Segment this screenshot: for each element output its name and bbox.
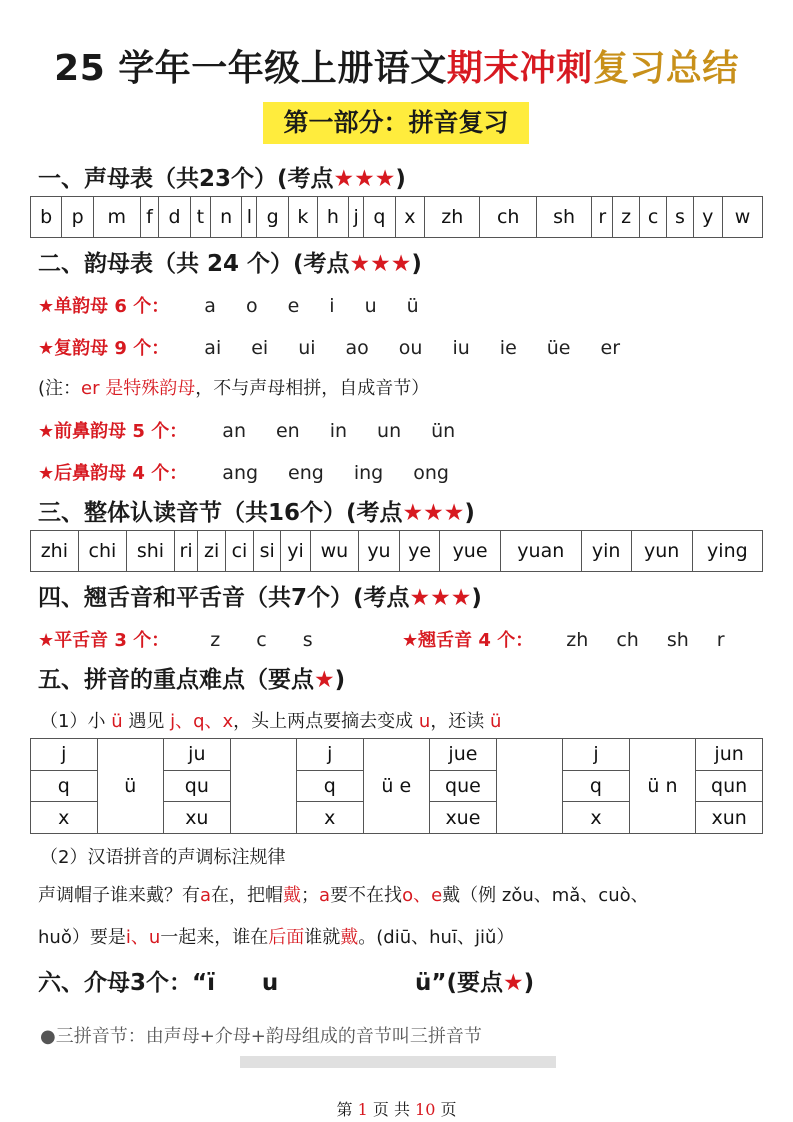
retroflex-value: ch — [616, 629, 639, 651]
u-table-result: qun — [696, 770, 763, 802]
initial-cell: m — [93, 197, 140, 238]
syllables-table — [30, 530, 763, 572]
u-table-result: ju — [164, 739, 231, 771]
initial-cell: x — [395, 197, 424, 238]
syllable-cell: ri — [174, 531, 198, 572]
cut-off-line: ●三拼音节：由声母+介母+韵母组成的音节叫三拼音节 — [40, 1026, 482, 1047]
flat-tongue-value: c — [256, 629, 267, 651]
section4-heading — [38, 579, 482, 612]
title-gold: 复习总结 — [592, 48, 739, 89]
tone1-e: 戴（例 zǒu、mǎ、cuò、 — [442, 885, 649, 906]
title-red: 期末冲刺 — [446, 48, 593, 89]
footer-b: 页 共 — [372, 1100, 410, 1119]
rule1-u2: u — [418, 711, 431, 732]
section4-close: ) — [471, 585, 482, 611]
initial-cell: c — [639, 197, 667, 238]
initials-row — [31, 197, 763, 238]
single-finals-label: ★单韵母 6 个： — [38, 296, 170, 317]
flat-tongue-value: z — [210, 629, 221, 651]
retroflex-value: sh — [666, 629, 689, 651]
retroflex-values — [538, 629, 724, 651]
initial-cell: l — [242, 197, 257, 238]
tone2-r3: 戴 — [340, 927, 359, 948]
single-final-value: u — [364, 295, 377, 317]
u-table-initial: j — [31, 739, 98, 771]
rule1-u1: ü — [111, 711, 123, 732]
section2-heading-text: 二、韵母表（共 24 个）(考点 — [38, 251, 350, 277]
syllable-cell: ci — [225, 531, 253, 572]
section4-stars: ★★★ — [409, 585, 472, 611]
section2-close: ) — [411, 251, 422, 277]
back-nasal-values — [192, 462, 449, 484]
syllable-cell: yue — [440, 531, 501, 572]
initial-cell: s — [667, 197, 693, 238]
initial-cell: r — [592, 197, 613, 238]
initial-cell: h — [317, 197, 348, 238]
section5-close: ) — [334, 667, 346, 693]
compound-finals-label: ★复韵母 9 个： — [38, 338, 170, 359]
syllable-cell: yin — [581, 531, 631, 572]
back-nasal-value: ong — [413, 462, 449, 484]
compound-final-value: iu — [452, 337, 470, 359]
single-final-value: ü — [406, 295, 419, 317]
single-finals-values — [174, 295, 418, 317]
compound-final-value: üe — [546, 337, 571, 359]
initial-cell: f — [140, 197, 159, 238]
front-nasal-values — [192, 420, 455, 442]
initial-cell: n — [211, 197, 242, 238]
initial-cell: j — [349, 197, 364, 238]
tone1-b: 在，把帽 — [211, 885, 284, 906]
u-table-result: jun — [696, 739, 763, 771]
compound-finals-values — [174, 337, 620, 359]
u-table-initial: q — [31, 770, 98, 802]
section3-close: ) — [464, 500, 475, 526]
footer-c: 页 — [440, 1100, 457, 1119]
syllable-cell: wu — [310, 531, 358, 572]
section6-heading-text: 六、介母3个：“ï — [38, 970, 216, 996]
u-table-initial: x — [563, 802, 630, 834]
back-nasal-row — [38, 459, 449, 485]
tone2-r1: i、u — [125, 927, 161, 948]
compound-final-value: ai — [204, 337, 222, 359]
footer-page-number: 1 — [357, 1100, 368, 1119]
tone2-r2: 后面 — [268, 927, 305, 948]
u-table-initial: q — [563, 770, 630, 802]
syllable-cell: yi — [281, 531, 311, 572]
rule1-d: ，还读 — [430, 711, 491, 732]
initial-cell: k — [288, 197, 317, 238]
tone1-a: 声调帽子谁来戴？有 — [38, 885, 200, 906]
blurred-watermark — [240, 1056, 556, 1068]
syllable-cell: yun — [631, 531, 692, 572]
single-final-value: a — [204, 295, 216, 317]
front-nasal-value: in — [329, 420, 348, 442]
syllable-cell: ye — [399, 531, 439, 572]
flat-tongue-label: ★平舌音 3 个： — [38, 630, 170, 651]
syllable-cell: yuan — [500, 531, 581, 572]
single-final-value: i — [329, 295, 335, 317]
rule1-c: ，头上两点要摘去变成 — [233, 711, 419, 732]
u-table-initial: x — [297, 802, 364, 834]
initial-cell: d — [159, 197, 190, 238]
initial-cell: b — [31, 197, 62, 238]
single-final-value: o — [245, 295, 258, 317]
initial-cell: y — [693, 197, 722, 238]
section3-heading — [38, 494, 475, 527]
initial-cell: ch — [480, 197, 537, 238]
u-table-result: xu — [164, 802, 231, 834]
retroflex-row — [402, 626, 725, 652]
initial-cell: w — [722, 197, 762, 238]
u-dots-table — [30, 738, 763, 834]
initials-table — [30, 196, 763, 238]
section2-stars: ★★★ — [349, 251, 412, 277]
single-final-value: e — [287, 295, 300, 317]
tone1-r2: 戴 — [283, 885, 302, 906]
part-banner: 第一部分：拼音复习 — [263, 102, 529, 144]
u-table-spacer — [496, 739, 562, 834]
compound-final-value: ui — [298, 337, 316, 359]
page-title — [0, 40, 793, 91]
front-nasal-value: an — [222, 420, 246, 442]
section3-stars: ★★★ — [402, 500, 465, 526]
initial-cell: p — [62, 197, 93, 238]
rule1-jqx: j、q、x — [170, 711, 234, 732]
u-table-vowel: ü n — [629, 739, 696, 834]
section6-heading — [38, 964, 534, 997]
footer-total-pages: 10 — [415, 1100, 436, 1119]
compound-final-value: er — [600, 337, 621, 359]
section1-heading-text: 一、声母表（共23个）(考点 — [38, 166, 334, 192]
back-nasal-label: ★后鼻韵母 4 个： — [38, 463, 188, 484]
u-table-result: xue — [430, 802, 497, 834]
tone2-d: 。(diū、huī、jiǔ） — [358, 927, 515, 948]
section2-heading — [38, 245, 422, 278]
u-table-initial: x — [31, 802, 98, 834]
section1-close: ) — [395, 166, 406, 192]
section5-heading-text: 五、拼音的重点难点（要点 — [38, 667, 314, 693]
compound-finals-row — [38, 334, 620, 360]
section6-star: ★ — [503, 970, 524, 996]
section3-heading-text: 三、整体认读音节（共16个）(考点 — [38, 500, 403, 526]
syllables-row — [31, 531, 763, 572]
flat-tongue-row — [38, 626, 313, 652]
initial-cell: t — [190, 197, 210, 238]
er-note — [38, 374, 429, 400]
retroflex-value: r — [716, 629, 725, 651]
retroflex-label: ★翘舌音 4 个： — [402, 630, 534, 651]
syllable-cell: chi — [78, 531, 126, 572]
initial-cell: sh — [536, 197, 591, 238]
u-table-vowel: ü e — [363, 739, 430, 834]
syllable-cell: yu — [359, 531, 400, 572]
tone-rule-line2 — [38, 925, 514, 951]
front-nasal-value: en — [275, 420, 300, 442]
compound-final-value: ou — [398, 337, 423, 359]
syllable-cell: shi — [127, 531, 175, 572]
u-table-initial: q — [297, 770, 364, 802]
tone1-r1: a — [200, 885, 212, 906]
syllable-cell: zhi — [31, 531, 79, 572]
section6-u: u — [261, 970, 279, 996]
tone-rule-subheading: （2）汉语拼音的声调标注规律 — [40, 847, 286, 868]
tone1-d: 要不在找 — [330, 885, 403, 906]
rule1-a: （1）小 — [40, 711, 112, 732]
compound-final-value: ie — [499, 337, 517, 359]
front-nasal-row — [38, 417, 455, 443]
rule1-b: 遇见 — [122, 711, 171, 732]
section6-close: ) — [523, 970, 535, 996]
back-nasal-value: ang — [222, 462, 259, 484]
syllable-cell: zi — [198, 531, 225, 572]
back-nasal-value: ing — [353, 462, 384, 484]
front-nasal-value: un — [377, 420, 402, 442]
u-table-spacer — [230, 739, 296, 834]
tone2-a: huǒ）要是 — [38, 927, 126, 948]
section6-uu: ü”(要点 — [415, 970, 504, 996]
u-table-result: qu — [164, 770, 231, 802]
compound-final-value: ei — [251, 337, 269, 359]
section1-stars: ★★★ — [333, 166, 396, 192]
section1-heading — [38, 160, 406, 193]
section5-heading — [38, 661, 345, 694]
syllable-cell: ying — [692, 531, 762, 572]
tone1-r3: a — [319, 885, 331, 906]
u-table-row — [31, 739, 763, 771]
flat-tongue-values — [174, 629, 312, 651]
u-table-result: que — [430, 770, 497, 802]
front-nasal-value: ün — [431, 420, 456, 442]
tone2-c: 谁就 — [304, 927, 341, 948]
flat-tongue-value: s — [302, 629, 313, 651]
initial-cell: g — [257, 197, 288, 238]
footer-a: 第 — [336, 1100, 353, 1119]
rule1-line — [40, 707, 501, 733]
initial-cell: z — [613, 197, 639, 238]
tone1-r4: o、e — [402, 885, 443, 906]
front-nasal-label: ★前鼻韵母 5 个： — [38, 421, 188, 442]
note-rest: ，不与声母相拼，自成音节） — [195, 378, 430, 399]
compound-final-value: ao — [345, 337, 369, 359]
title-black: 25 学年一年级上册语文 — [54, 48, 447, 89]
syllable-cell: si — [254, 531, 281, 572]
u-table-vowel: ü — [97, 739, 164, 834]
single-finals-row — [38, 292, 419, 318]
initial-cell: q — [364, 197, 395, 238]
initial-cell: zh — [425, 197, 480, 238]
rule1-u3: ü — [490, 711, 502, 732]
back-nasal-value: eng — [288, 462, 324, 484]
tone1-c: ； — [301, 885, 320, 906]
u-table-initial: j — [563, 739, 630, 771]
section5-star: ★ — [314, 667, 335, 693]
note-open: (注： — [38, 378, 82, 399]
note-red: er 是特殊韵母 — [81, 378, 196, 399]
u-table-initial: j — [297, 739, 364, 771]
u-table-result: xun — [696, 802, 763, 834]
tone-rule-line1 — [38, 883, 649, 909]
tone2-b: 一起来，谁在 — [160, 927, 269, 948]
u-table-result: jue — [430, 739, 497, 771]
page-footer — [0, 1097, 793, 1120]
retroflex-value: zh — [566, 629, 589, 651]
section4-heading-text: 四、翘舌音和平舌音（共7个）(考点 — [38, 585, 410, 611]
